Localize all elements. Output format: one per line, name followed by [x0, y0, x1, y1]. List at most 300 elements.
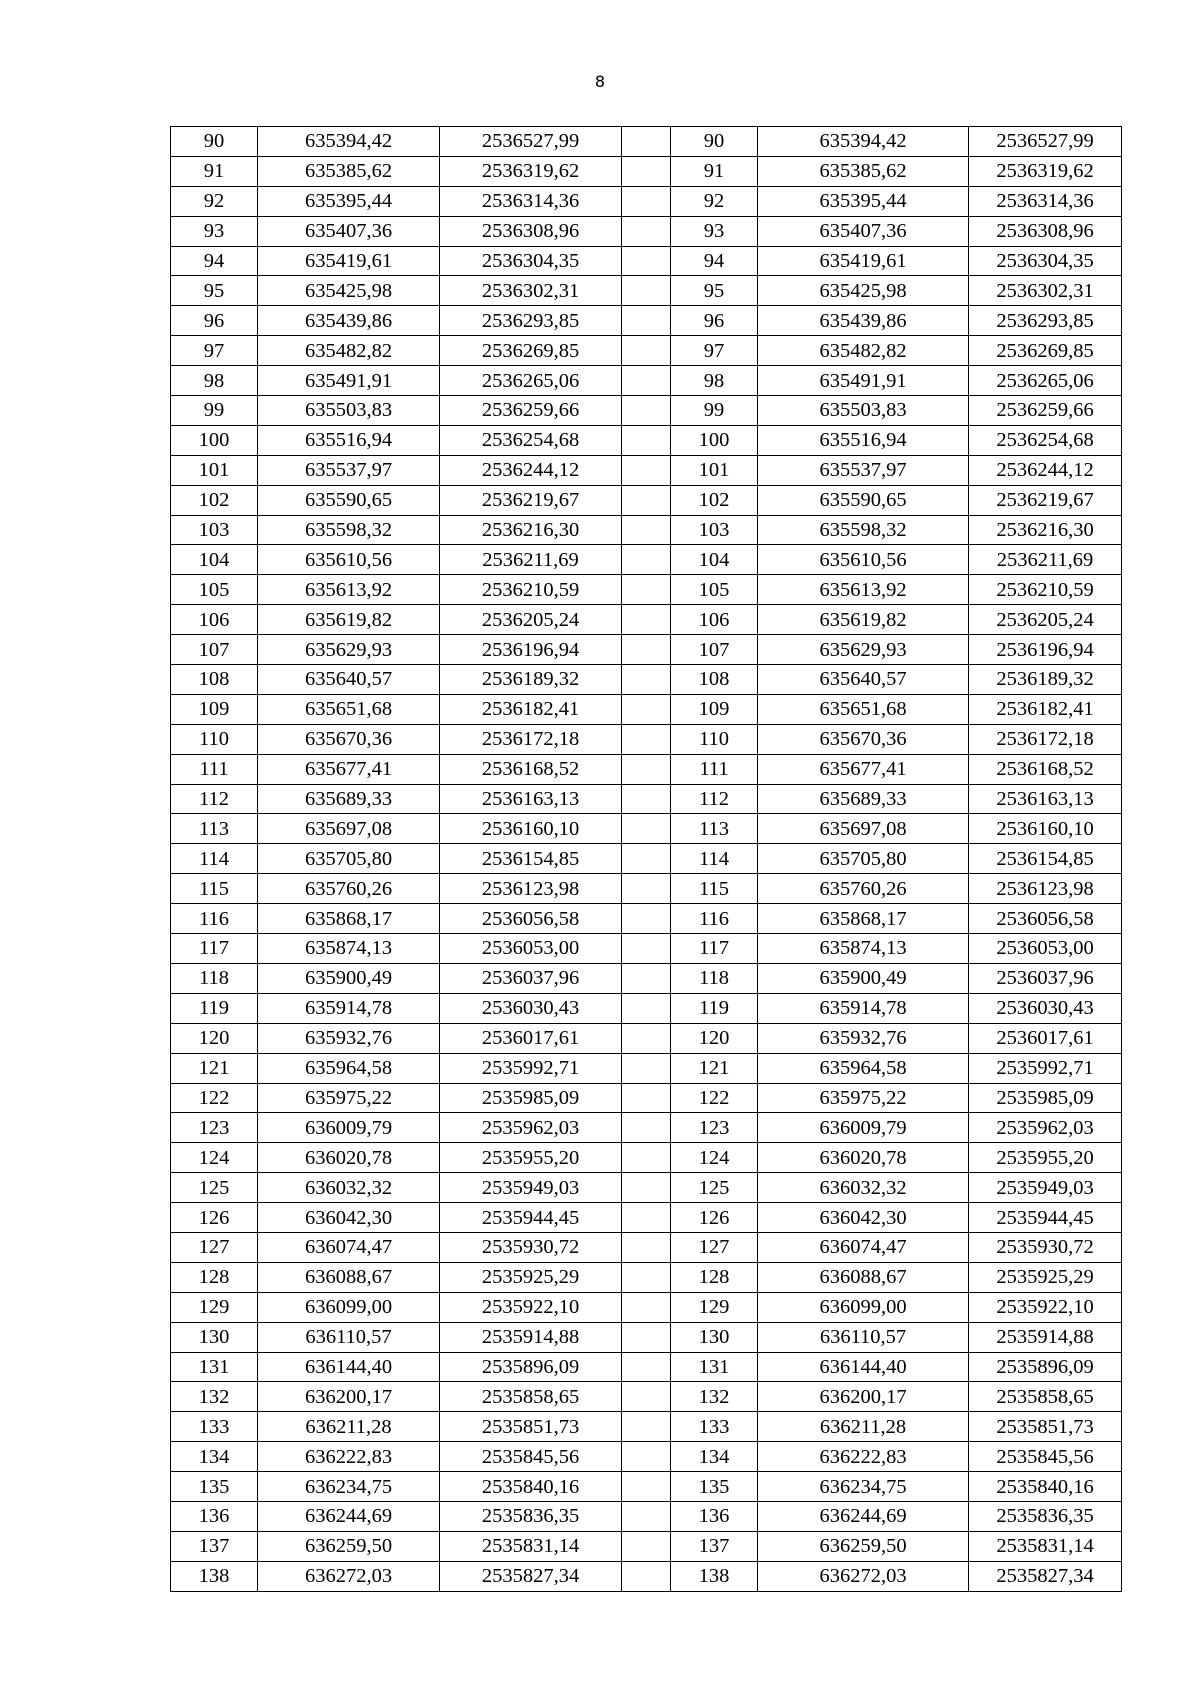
x-coordinate-cell-right: 635914,78: [758, 993, 969, 1023]
table-row: [171, 694, 1122, 724]
y-coordinate-cell: 2535827,34: [440, 1561, 622, 1591]
y-coordinate-cell: 2535922,10: [440, 1292, 622, 1322]
x-coordinate-cell: 635491,91: [258, 366, 440, 396]
point-number-cell: 117: [171, 934, 258, 964]
table-row: [171, 635, 1122, 665]
gap-cell: [622, 425, 671, 455]
gap-cell: [622, 754, 671, 784]
point-number-cell: 108: [171, 665, 258, 695]
y-coordinate-cell-right: 2535922,10: [969, 1292, 1122, 1322]
gap-cell: [622, 694, 671, 724]
x-coordinate-cell: 635868,17: [258, 904, 440, 934]
x-coordinate-cell-right: 635394,42: [758, 127, 969, 157]
x-coordinate-cell-right: 635395,44: [758, 186, 969, 216]
x-coordinate-cell-right: 635677,41: [758, 754, 969, 784]
gap-cell: [622, 156, 671, 186]
x-coordinate-cell-right: 635482,82: [758, 336, 969, 366]
table-row: [171, 963, 1122, 993]
x-coordinate-cell: 635689,33: [258, 784, 440, 814]
y-coordinate-cell: 2536182,41: [440, 694, 622, 724]
x-coordinate-cell-right: 635516,94: [758, 425, 969, 455]
x-coordinate-cell-right: 635503,83: [758, 396, 969, 426]
table-row: [171, 1531, 1122, 1561]
point-number-cell-right: 119: [671, 993, 758, 1023]
y-coordinate-cell-right: 2536210,59: [969, 575, 1122, 605]
coordinates-table-body: [171, 127, 1122, 1592]
x-coordinate-cell-right: 635874,13: [758, 934, 969, 964]
gap-cell: [622, 934, 671, 964]
y-coordinate-cell-right: 2535944,45: [969, 1203, 1122, 1233]
y-coordinate-cell-right: 2536314,36: [969, 186, 1122, 216]
gap-cell: [622, 1322, 671, 1352]
point-number-cell-right: 104: [671, 545, 758, 575]
table-row: [171, 1292, 1122, 1322]
gap-cell: [622, 216, 671, 246]
x-coordinate-cell: 635598,32: [258, 515, 440, 545]
point-number-cell: 126: [171, 1203, 258, 1233]
y-coordinate-cell-right: 2535827,34: [969, 1561, 1122, 1591]
y-coordinate-cell: 2536017,61: [440, 1023, 622, 1053]
gap-cell: [622, 1412, 671, 1442]
point-number-cell-right: 96: [671, 306, 758, 336]
x-coordinate-cell: 636144,40: [258, 1352, 440, 1382]
x-coordinate-cell-right: 635868,17: [758, 904, 969, 934]
y-coordinate-cell-right: 2535930,72: [969, 1232, 1122, 1262]
point-number-cell: 96: [171, 306, 258, 336]
point-number-cell-right: 92: [671, 186, 758, 216]
y-coordinate-cell: 2536265,06: [440, 366, 622, 396]
point-number-cell-right: 111: [671, 754, 758, 784]
table-row: [171, 605, 1122, 635]
point-number-cell: 132: [171, 1382, 258, 1412]
gap-cell: [622, 665, 671, 695]
point-number-cell: 111: [171, 754, 258, 784]
point-number-cell-right: 136: [671, 1501, 758, 1531]
x-coordinate-cell: 635760,26: [258, 874, 440, 904]
point-number-cell-right: 103: [671, 515, 758, 545]
point-number-cell: 102: [171, 485, 258, 515]
point-number-cell: 125: [171, 1173, 258, 1203]
table-row: [171, 1203, 1122, 1233]
y-coordinate-cell: 2535925,29: [440, 1262, 622, 1292]
x-coordinate-cell-right: 635697,08: [758, 814, 969, 844]
y-coordinate-cell: 2535955,20: [440, 1143, 622, 1173]
x-coordinate-cell-right: 636259,50: [758, 1531, 969, 1561]
x-coordinate-cell: 635670,36: [258, 724, 440, 754]
x-coordinate-cell: 635610,56: [258, 545, 440, 575]
point-number-cell: 137: [171, 1531, 258, 1561]
point-number-cell-right: 100: [671, 425, 758, 455]
point-number-cell-right: 123: [671, 1113, 758, 1143]
table-row: [171, 665, 1122, 695]
x-coordinate-cell: 636244,69: [258, 1501, 440, 1531]
x-coordinate-cell-right: 636234,75: [758, 1472, 969, 1502]
y-coordinate-cell-right: 2536154,85: [969, 844, 1122, 874]
y-coordinate-cell-right: 2535949,03: [969, 1173, 1122, 1203]
gap-cell: [622, 904, 671, 934]
y-coordinate-cell-right: 2536244,12: [969, 455, 1122, 485]
gap-cell: [622, 635, 671, 665]
x-coordinate-cell-right: 636144,40: [758, 1352, 969, 1382]
point-number-cell-right: 94: [671, 246, 758, 276]
table-row: [171, 515, 1122, 545]
gap-cell: [622, 874, 671, 904]
y-coordinate-cell-right: 2536293,85: [969, 306, 1122, 336]
x-coordinate-cell-right: 635385,62: [758, 156, 969, 186]
point-number-cell-right: 124: [671, 1143, 758, 1173]
gap-cell: [622, 1352, 671, 1382]
y-coordinate-cell-right: 2536302,31: [969, 276, 1122, 306]
x-coordinate-cell: 635516,94: [258, 425, 440, 455]
y-coordinate-cell: 2535944,45: [440, 1203, 622, 1233]
y-coordinate-cell: 2536314,36: [440, 186, 622, 216]
point-number-cell-right: 101: [671, 455, 758, 485]
y-coordinate-cell: 2535962,03: [440, 1113, 622, 1143]
gap-cell: [622, 1501, 671, 1531]
x-coordinate-cell-right: 636110,57: [758, 1322, 969, 1352]
y-coordinate-cell: 2536269,85: [440, 336, 622, 366]
x-coordinate-cell-right: 636272,03: [758, 1561, 969, 1591]
table-row: [171, 1113, 1122, 1143]
y-coordinate-cell: 2536163,13: [440, 784, 622, 814]
point-number-cell: 92: [171, 186, 258, 216]
point-number-cell: 123: [171, 1113, 258, 1143]
point-number-cell: 119: [171, 993, 258, 1023]
y-coordinate-cell: 2535831,14: [440, 1531, 622, 1561]
gap-cell: [622, 336, 671, 366]
x-coordinate-cell: 636200,17: [258, 1382, 440, 1412]
point-number-cell: 135: [171, 1472, 258, 1502]
y-coordinate-cell: 2536189,32: [440, 665, 622, 695]
x-coordinate-cell-right: 635407,36: [758, 216, 969, 246]
x-coordinate-cell: 636009,79: [258, 1113, 440, 1143]
y-coordinate-cell: 2535896,09: [440, 1352, 622, 1382]
gap-cell: [622, 1053, 671, 1083]
gap-cell: [622, 1083, 671, 1113]
gap-cell: [622, 276, 671, 306]
x-coordinate-cell: 636110,57: [258, 1322, 440, 1352]
y-coordinate-cell: 2535840,16: [440, 1472, 622, 1502]
point-number-cell: 128: [171, 1262, 258, 1292]
table-row: [171, 1173, 1122, 1203]
x-coordinate-cell: 635640,57: [258, 665, 440, 695]
y-coordinate-cell: 2536160,10: [440, 814, 622, 844]
y-coordinate-cell-right: 2536172,18: [969, 724, 1122, 754]
table-row: [171, 396, 1122, 426]
x-coordinate-cell-right: 635598,32: [758, 515, 969, 545]
point-number-cell-right: 130: [671, 1322, 758, 1352]
x-coordinate-cell-right: 635425,98: [758, 276, 969, 306]
x-coordinate-cell: 635537,97: [258, 455, 440, 485]
y-coordinate-cell-right: 2536219,67: [969, 485, 1122, 515]
point-number-cell-right: 127: [671, 1232, 758, 1262]
x-coordinate-cell: 636074,47: [258, 1232, 440, 1262]
page-number: 8: [594, 72, 606, 91]
y-coordinate-cell-right: 2536017,61: [969, 1023, 1122, 1053]
y-coordinate-cell: 2535914,88: [440, 1322, 622, 1352]
gap-cell: [622, 1382, 671, 1412]
point-number-cell: 136: [171, 1501, 258, 1531]
x-coordinate-cell: 635932,76: [258, 1023, 440, 1053]
x-coordinate-cell: 635900,49: [258, 963, 440, 993]
table-row: [171, 814, 1122, 844]
point-number-cell: 98: [171, 366, 258, 396]
x-coordinate-cell-right: 636020,78: [758, 1143, 969, 1173]
y-coordinate-cell-right: 2536189,32: [969, 665, 1122, 695]
y-coordinate-cell: 2535851,73: [440, 1412, 622, 1442]
gap-cell: [622, 127, 671, 157]
point-number-cell-right: 138: [671, 1561, 758, 1591]
table-row: [171, 1501, 1122, 1531]
x-coordinate-cell-right: 636074,47: [758, 1232, 969, 1262]
x-coordinate-cell: 636088,67: [258, 1262, 440, 1292]
point-number-cell: 112: [171, 784, 258, 814]
x-coordinate-cell-right: 635975,22: [758, 1083, 969, 1113]
x-coordinate-cell: 635914,78: [258, 993, 440, 1023]
table-row: [171, 1352, 1122, 1382]
point-number-cell-right: 91: [671, 156, 758, 186]
y-coordinate-cell: 2536056,58: [440, 904, 622, 934]
point-number-cell-right: 95: [671, 276, 758, 306]
point-number-cell: 130: [171, 1322, 258, 1352]
y-coordinate-cell-right: 2536037,96: [969, 963, 1122, 993]
point-number-cell: 131: [171, 1352, 258, 1382]
x-coordinate-cell: 636211,28: [258, 1412, 440, 1442]
point-number-cell-right: 121: [671, 1053, 758, 1083]
x-coordinate-cell-right: 635932,76: [758, 1023, 969, 1053]
x-coordinate-cell: 636020,78: [258, 1143, 440, 1173]
gap-cell: [622, 1113, 671, 1143]
y-coordinate-cell: 2536216,30: [440, 515, 622, 545]
table-row: [171, 934, 1122, 964]
point-number-cell: 105: [171, 575, 258, 605]
y-coordinate-cell-right: 2536196,94: [969, 635, 1122, 665]
point-number-cell: 99: [171, 396, 258, 426]
x-coordinate-cell: 635394,42: [258, 127, 440, 157]
table-row: [171, 1382, 1122, 1412]
x-coordinate-cell: 635705,80: [258, 844, 440, 874]
y-coordinate-cell: 2536319,62: [440, 156, 622, 186]
x-coordinate-cell: 635613,92: [258, 575, 440, 605]
x-coordinate-cell: 635651,68: [258, 694, 440, 724]
y-coordinate-cell-right: 2536254,68: [969, 425, 1122, 455]
table-row: [171, 246, 1122, 276]
x-coordinate-cell: 635419,61: [258, 246, 440, 276]
point-number-cell: 95: [171, 276, 258, 306]
table-row: [171, 156, 1122, 186]
gap-cell: [622, 963, 671, 993]
y-coordinate-cell-right: 2535851,73: [969, 1412, 1122, 1442]
point-number-cell-right: 112: [671, 784, 758, 814]
y-coordinate-cell-right: 2536304,35: [969, 246, 1122, 276]
gap-cell: [622, 1531, 671, 1561]
y-coordinate-cell: 2536168,52: [440, 754, 622, 784]
point-number-cell-right: 97: [671, 336, 758, 366]
y-coordinate-cell-right: 2536205,24: [969, 605, 1122, 635]
point-number-cell: 124: [171, 1143, 258, 1173]
gap-cell: [622, 784, 671, 814]
y-coordinate-cell-right: 2536211,69: [969, 545, 1122, 575]
point-number-cell-right: 109: [671, 694, 758, 724]
x-coordinate-cell-right: 636032,32: [758, 1173, 969, 1203]
y-coordinate-cell-right: 2536053,00: [969, 934, 1122, 964]
x-coordinate-cell: 635590,65: [258, 485, 440, 515]
x-coordinate-cell-right: 636244,69: [758, 1501, 969, 1531]
gap-cell: [622, 545, 671, 575]
y-coordinate-cell-right: 2535896,09: [969, 1352, 1122, 1382]
x-coordinate-cell-right: 636099,00: [758, 1292, 969, 1322]
x-coordinate-cell: 635629,93: [258, 635, 440, 665]
point-number-cell-right: 98: [671, 366, 758, 396]
x-coordinate-cell-right: 635419,61: [758, 246, 969, 276]
table-row: [171, 1053, 1122, 1083]
table-row: [171, 1083, 1122, 1113]
x-coordinate-cell-right: 636211,28: [758, 1412, 969, 1442]
y-coordinate-cell: 2536219,67: [440, 485, 622, 515]
x-coordinate-cell-right: 635610,56: [758, 545, 969, 575]
gap-cell: [622, 1023, 671, 1053]
y-coordinate-cell-right: 2536259,66: [969, 396, 1122, 426]
point-number-cell-right: 116: [671, 904, 758, 934]
x-coordinate-cell-right: 636042,30: [758, 1203, 969, 1233]
table-row: [171, 306, 1122, 336]
point-number-cell-right: 115: [671, 874, 758, 904]
x-coordinate-cell-right: 636222,83: [758, 1442, 969, 1472]
x-coordinate-cell: 636099,00: [258, 1292, 440, 1322]
x-coordinate-cell: 636234,75: [258, 1472, 440, 1502]
point-number-cell: 134: [171, 1442, 258, 1472]
x-coordinate-cell: 635482,82: [258, 336, 440, 366]
point-number-cell-right: 99: [671, 396, 758, 426]
table-row: [171, 784, 1122, 814]
point-number-cell: 129: [171, 1292, 258, 1322]
point-number-cell: 121: [171, 1053, 258, 1083]
gap-cell: [622, 186, 671, 216]
point-number-cell-right: 106: [671, 605, 758, 635]
y-coordinate-cell: 2536244,12: [440, 455, 622, 485]
table-row: [171, 336, 1122, 366]
point-number-cell-right: 108: [671, 665, 758, 695]
y-coordinate-cell: 2536154,85: [440, 844, 622, 874]
x-coordinate-cell-right: 636009,79: [758, 1113, 969, 1143]
point-number-cell: 100: [171, 425, 258, 455]
point-number-cell-right: 132: [671, 1382, 758, 1412]
y-coordinate-cell: 2536123,98: [440, 874, 622, 904]
y-coordinate-cell-right: 2535845,56: [969, 1442, 1122, 1472]
y-coordinate-cell-right: 2536216,30: [969, 515, 1122, 545]
x-coordinate-cell: 635619,82: [258, 605, 440, 635]
x-coordinate-cell-right: 635537,97: [758, 455, 969, 485]
point-number-cell-right: 133: [671, 1412, 758, 1442]
y-coordinate-cell-right: 2535840,16: [969, 1472, 1122, 1502]
gap-cell: [622, 1232, 671, 1262]
point-number-cell: 113: [171, 814, 258, 844]
gap-cell: [622, 814, 671, 844]
table-row: [171, 1023, 1122, 1053]
table-row: [171, 366, 1122, 396]
x-coordinate-cell: 635395,44: [258, 186, 440, 216]
point-number-cell-right: 107: [671, 635, 758, 665]
y-coordinate-cell: 2536053,00: [440, 934, 622, 964]
point-number-cell-right: 137: [671, 1531, 758, 1561]
y-coordinate-cell: 2536259,66: [440, 396, 622, 426]
table-row: [171, 1322, 1122, 1352]
x-coordinate-cell-right: 635491,91: [758, 366, 969, 396]
gap-cell: [622, 1472, 671, 1502]
table-row: [171, 575, 1122, 605]
point-number-cell: 104: [171, 545, 258, 575]
x-coordinate-cell-right: 635900,49: [758, 963, 969, 993]
x-coordinate-cell-right: 635705,80: [758, 844, 969, 874]
table-row: [171, 993, 1122, 1023]
y-coordinate-cell-right: 2535914,88: [969, 1322, 1122, 1352]
point-number-cell-right: 128: [671, 1262, 758, 1292]
y-coordinate-cell-right: 2536030,43: [969, 993, 1122, 1023]
y-coordinate-cell-right: 2536182,41: [969, 694, 1122, 724]
point-number-cell: 118: [171, 963, 258, 993]
gap-cell: [622, 1442, 671, 1472]
point-number-cell-right: 134: [671, 1442, 758, 1472]
point-number-cell: 93: [171, 216, 258, 246]
x-coordinate-cell: 635964,58: [258, 1053, 440, 1083]
table-row: [171, 455, 1122, 485]
y-coordinate-cell: 2536527,99: [440, 127, 622, 157]
table-row: [171, 186, 1122, 216]
y-coordinate-cell: 2535992,71: [440, 1053, 622, 1083]
gap-cell: [622, 1561, 671, 1591]
point-number-cell: 91: [171, 156, 258, 186]
point-number-cell: 106: [171, 605, 258, 635]
point-number-cell-right: 114: [671, 844, 758, 874]
gap-cell: [622, 575, 671, 605]
y-coordinate-cell-right: 2535925,29: [969, 1262, 1122, 1292]
table-row: [171, 754, 1122, 784]
table-row: [171, 904, 1122, 934]
x-coordinate-cell: 635425,98: [258, 276, 440, 306]
x-coordinate-cell: 635874,13: [258, 934, 440, 964]
point-number-cell: 97: [171, 336, 258, 366]
point-number-cell-right: 120: [671, 1023, 758, 1053]
gap-cell: [622, 1143, 671, 1173]
gap-cell: [622, 485, 671, 515]
x-coordinate-cell-right: 635629,93: [758, 635, 969, 665]
y-coordinate-cell: 2535985,09: [440, 1083, 622, 1113]
point-number-cell-right: 110: [671, 724, 758, 754]
point-number-cell-right: 105: [671, 575, 758, 605]
x-coordinate-cell-right: 636088,67: [758, 1262, 969, 1292]
point-number-cell: 120: [171, 1023, 258, 1053]
table-row: [171, 1232, 1122, 1262]
x-coordinate-cell: 635503,83: [258, 396, 440, 426]
gap-cell: [622, 1203, 671, 1233]
y-coordinate-cell: 2536196,94: [440, 635, 622, 665]
gap-cell: [622, 844, 671, 874]
gap-cell: [622, 396, 671, 426]
y-coordinate-cell: 2535836,35: [440, 1501, 622, 1531]
x-coordinate-cell: 635677,41: [258, 754, 440, 784]
table-row: [171, 1143, 1122, 1173]
y-coordinate-cell-right: 2536319,62: [969, 156, 1122, 186]
point-number-cell-right: 135: [671, 1472, 758, 1502]
coordinates-table: [170, 126, 1122, 1592]
table-row: [171, 127, 1122, 157]
x-coordinate-cell: 635439,86: [258, 306, 440, 336]
table-row: [171, 485, 1122, 515]
x-coordinate-cell: 635385,62: [258, 156, 440, 186]
point-number-cell: 122: [171, 1083, 258, 1113]
y-coordinate-cell: 2536172,18: [440, 724, 622, 754]
x-coordinate-cell-right: 635640,57: [758, 665, 969, 695]
